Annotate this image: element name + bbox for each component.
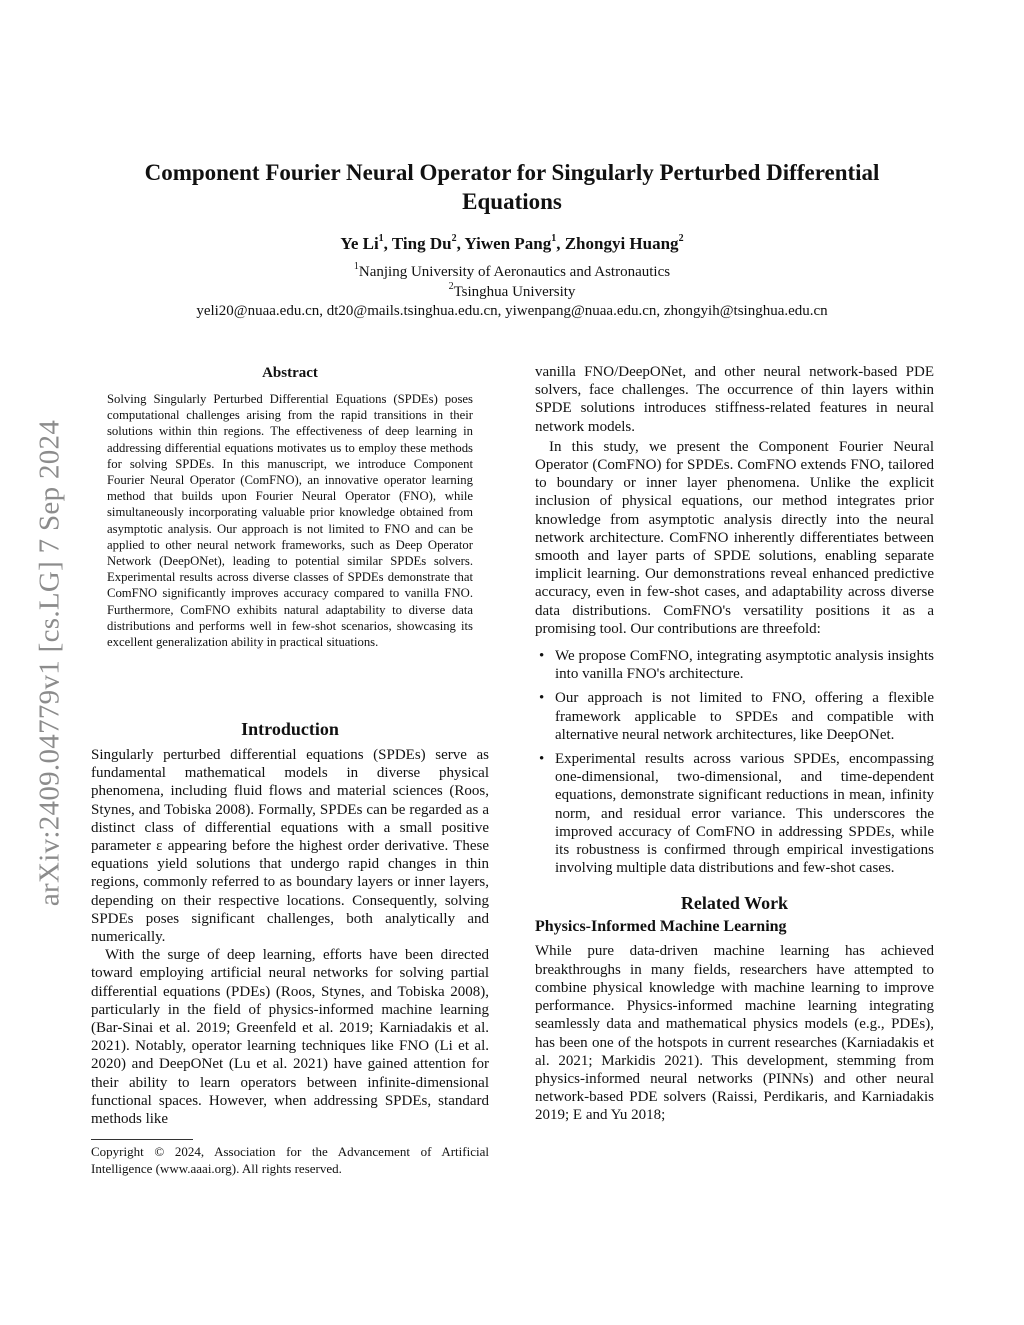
author-name: Yiwen Pang (464, 234, 552, 253)
contributions-list (535, 647, 934, 877)
author-name: Ye Li (340, 234, 379, 253)
affiliation-line: $^2$Tsinghua University (448, 281, 576, 300)
introduction-paragraph: In this study, we present the Component Fourier Neural Operator (ComFNO) for SPDEs. ComFNO extends FNO, tailored to boundary or inner layer phenomena. Unlike the explicit inclusion of physical equations, our method integrates prior knowledge from asymptotic analysis directly into the neural network architecture. ComFNO inherently differentiates between smooth and layer parts of SPDE solutions, enabling separate implicit learning. Our demonstrations reveal enhanced predictive accuracy, even in few-shot cases, and adaptability across diverse data distributions. ComFNO's versatility positions it as a promising tool. Our contributions are threefold: (535, 438, 934, 637)
affiliation-mark: 2 (678, 233, 684, 245)
abstract-text: Solving Singularly Perturbed Differential Equations (SPDEs) poses computational challenges arising from the rapid transitions in their solutions within thin regions. The effectiveness of deep learning in addressing differential equations motivates us to employ these methods for solving SPDEs. In this manuscript, we introduce Component Fourier Neural Operator (ComFNO), an innovative operator learning method that builds upon Fourier Neural Operator (FNO), while simultaneously incorporating valuable prior knowledge obtained from asymptotic analysis. Our approach is not limited to FNO and can be applied to other neural network frameworks, such as Deep Operator Network (DeepONet), leading to potential similar SPDEs solvers. Experimental results across diverse classes of SPDEs demonstrate that ComFNO significantly improves accuracy compared to vanilla FNO. Furthermore, ComFNO exhibits natural adaptability to diverse data distributions and performs well in few-shot scenarios, showcasing its excellent generalization ability in practical situations. (107, 392, 473, 650)
affiliation-line: $^1$Nanjing University of Aeronautics and Astronautics (353, 261, 671, 280)
introduction-section (91, 719, 489, 1128)
introduction-heading: Introduction (241, 719, 339, 739)
introduction-paragraph: With the surge of deep learning, efforts have been directed toward employing artificial neural networks for solving partial differential equations (PDEs) (Roos, Stynes, and Tobiska 2008), particularly in the field of physics-informed machine learning (Bar-Sinai et al. 2019; Greenfeld et al. 2019; Karniadakis et al. 2021). Notably, operator learning techniques like FNO (Li et al. 2020) and DeepONet (Lu et al. 2021) have gained attention for their ability to learn operators between infinite-dimensional functional spaces. However, when addressing SPDEs, standard methods like (91, 947, 489, 1128)
affiliation-mark: 1 (378, 233, 384, 245)
affiliation-mark: 1 (551, 233, 557, 245)
bullet-icon: • (539, 648, 545, 665)
affiliation-mark: 2 (451, 233, 457, 245)
author-name: Ting Du (391, 234, 452, 253)
related-work-paragraph: While pure data-driven machine learning has achieved breakthroughs in many fields, researchers have attempted to combine physical knowledge with machine learning to improve performance. Physics-informed machine learning integrating seamlessly data and mathematical physics models (e.g., PDEs), has been one of the hotspots in current researches (Karniadakis et al. 2021; Markidis 2021). This development, stemming from physics-informed neural networks (PINNs) and other neural network-based PDE solvers (Raissi, Perdikaris, and Karniadakis 2019; E and Yu 2018; (535, 943, 934, 1124)
bullet-icon: • (539, 751, 545, 768)
paper-title: Component Fourier Neural Operator for Singularly Perturbed Differential Equations (144, 160, 880, 214)
copyright-footnote: Copyright © 2024, Association for the Advancement of Artificial Intelligence (www.aaai.org). All rights reserved. (91, 1144, 489, 1176)
subsection-heading: Physics-Informed Machine Learning (535, 918, 787, 936)
abstract-heading: Abstract (262, 365, 318, 381)
right-column (535, 363, 934, 1125)
bullet-icon: • (539, 690, 545, 707)
footnote-rule (91, 1139, 193, 1140)
author-name: Zhongyi Huang (564, 234, 679, 253)
author-emails: yeli20@nuaa.edu.cn, dt20@mails.tsinghua.edu.cn, yiwenpang@nuaa.edu.cn, zhongyih@tsinghua.edu.cn (196, 303, 828, 319)
author-list: Ye Li$^1$, Ting Du$^2$, Yiwen Pang$^1$, Zhongyi Huang$^2$ (340, 233, 684, 253)
introduction-paragraph: vanilla FNO/DeepONet, and other neural network-based PDE solvers, face challenges. The occurrence of thin layers within SPDE solutions introduces stiffness-related features in neural network models. (535, 364, 934, 435)
related-work-heading: Related Work (680, 893, 789, 914)
list-item: • Our approach is not limited to FNO, offering a flexible framework applicable to SPDEs and compatible with alternative neural network architectures, like DeepONet. (539, 690, 934, 743)
arxiv-identifier-stamp: arXiv:2409.04779v1 [cs.LG] 7 Sep 2024 (33, 419, 66, 907)
list-item: • Experimental results across various SPDEs, encompassing one-dimensional, two-dimensional, and time-dependent equations, demonstrate significant reductions in mean, infinity norm, and residual error variance. This underscores the improved accuracy of ComFNO in addressing SPDEs, while its robustness is confirmed through empirical investigations involving multiple data distributions and few-shot cases. (539, 751, 934, 877)
introduction-paragraph: Singularly perturbed differential equations (SPDEs) serve as fundamental mathematical models in diverse physical phenomena, including fluid flows and material sciences (Roos, Stynes, and Tobiska 2008). Formally, SPDEs can be regarded as a distinct class of differential equations with a small positive parameter ε appearing before the highest order derivative. These equations yield solutions that undergo rapid changes in thin regions, commonly referred to as boundary layers or inner layers, depending on their respective locations. Consequently, solving SPDEs poses significant challenges, both analytically and numerically. (91, 747, 489, 946)
list-item: • We propose ComFNO, integrating asymptotic analysis insights into vanilla FNO's architecture. (539, 648, 934, 683)
